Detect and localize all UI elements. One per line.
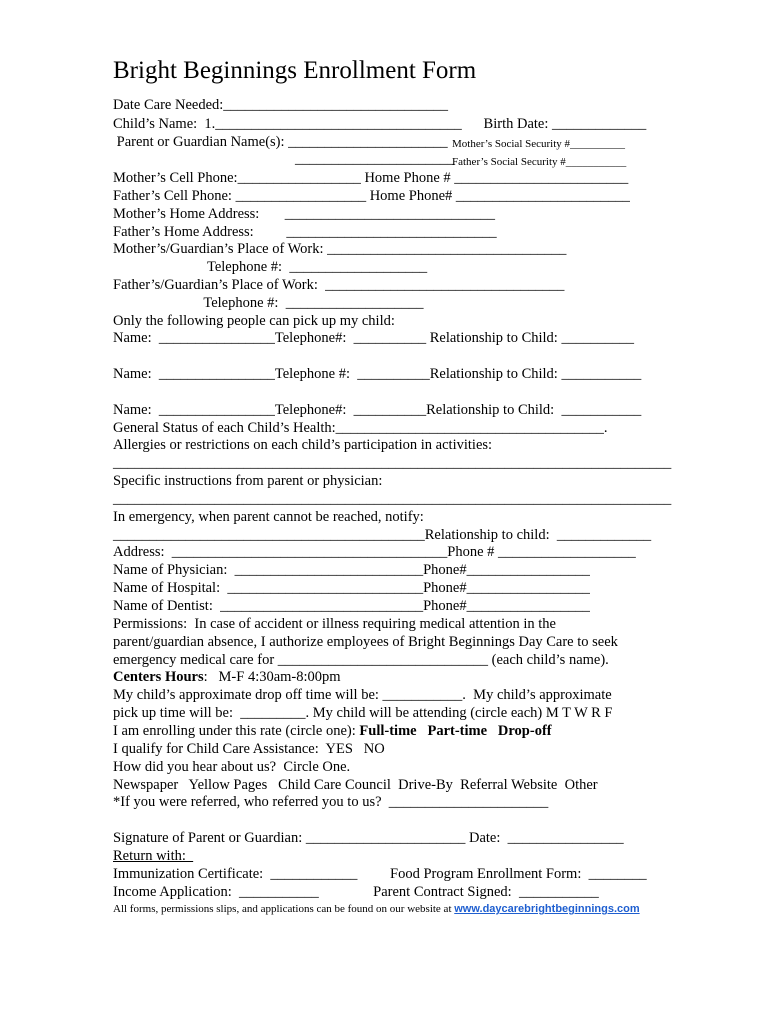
rate-options[interactable]: Full-time Part-time Drop-off <box>359 723 552 739</box>
immunization-field[interactable]: Immunization Certificate: ____________ Food Program Enrollment Form: ________ <box>113 866 647 882</box>
mother-work-field[interactable]: Mother’s/Guardian’s Place of Work: _________________________________ <box>113 241 567 257</box>
health-status-field[interactable]: General Status of each Child’s Health:_____________________________________. <box>113 420 608 436</box>
permissions-line-1: Permissions: In case of accident or illness requiring medical attention in the <box>113 616 556 632</box>
pickup-person-3[interactable]: Name: ________________Telephone#: __________Relationship to Child: ___________ <box>113 402 642 418</box>
emergency-contact-field[interactable]: ___________________________________________Relationship to child: _____________ <box>113 527 652 543</box>
father-cell-field[interactable]: Father’s Cell Phone: __________________ Home Phone# ________________________ <box>113 188 630 204</box>
signature-field[interactable]: Signature of Parent or Guardian: ______________________ Date: ________________ <box>113 830 624 846</box>
father-work-phone-field[interactable]: Telephone #: ___________________ <box>113 295 424 311</box>
instructions-line[interactable]: _____________________________________________________________________________ <box>113 491 672 507</box>
allergies-line[interactable]: _____________________________________________________________________________ <box>113 455 672 471</box>
mother-cell-field[interactable]: Mother’s Cell Phone:_________________ Home Phone # ________________________ <box>113 170 629 186</box>
permissions-line-2: parent/guardian absence, I authorize employees of Bright Beginnings Day Care to seek <box>113 634 618 650</box>
footer-note <box>113 900 640 918</box>
parent-name-line-2[interactable]: ______________________ <box>295 151 455 167</box>
father-work-field[interactable]: Father’s/Guardian’s Place of Work: _________________________________ <box>113 277 565 293</box>
parent-name-field[interactable]: Parent or Guardian Name(s): ______________________ <box>113 134 448 150</box>
centers-hours <box>113 668 341 686</box>
income-field[interactable]: Income Application: ___________ Parent Contract Signed: ___________ <box>113 884 599 900</box>
pickup-time-field[interactable]: pick up time will be: _________. My child will be attending (circle each) M T W R F <box>113 705 613 721</box>
pickup-person-2[interactable]: Name: ________________Telephone #: __________Relationship to Child: ___________ <box>113 366 642 382</box>
mother-ssn-field[interactable]: Mother’s Social Security #__________ <box>452 138 626 150</box>
website-link[interactable]: www.daycarebrightbeginnings.com <box>454 903 640 915</box>
permissions-line-3[interactable]: emergency medical care for _____________________________ (each child’s name). <box>113 652 609 668</box>
emergency-address-field[interactable]: Address: ______________________________________Phone # ___________________ <box>113 544 636 560</box>
rate-selection[interactable] <box>113 722 552 740</box>
form-title: Bright Beginnings Enrollment Form <box>113 57 477 84</box>
pickup-person-1[interactable]: Name: ________________Telephone#: __________ Relationship to Child: __________ <box>113 330 634 346</box>
dropoff-time-field[interactable]: My child’s approximate drop off time will be: ___________. My child’s approximate <box>113 687 612 703</box>
physician-field[interactable]: Name of Physician: __________________________Phone#_________________ <box>113 562 590 578</box>
father-ssn-field[interactable]: Father’s Social Security #___________ <box>452 156 627 168</box>
emergency-label: In emergency, when parent cannot be reached, notify: <box>113 509 424 525</box>
father-address-field[interactable]: Father’s Home Address: _____________________________ <box>113 224 497 240</box>
hear-about-label: How did you hear about us? Circle One. <box>113 759 351 775</box>
centers-hours-value: : M-F 4:30am-8:00pm <box>203 669 341 685</box>
return-with-label: Return with: <box>113 848 194 864</box>
mother-work-phone-field[interactable]: Telephone #: ___________________ <box>113 259 428 275</box>
allergies-label: Allergies or restrictions on each child’s participation in activities: <box>113 437 493 453</box>
hear-about-options[interactable]: Newspaper Yellow Pages Child Care Council Drive-By Referral Website Other <box>113 777 598 793</box>
mother-address-field[interactable]: Mother’s Home Address: _____________________________ <box>113 206 495 222</box>
assistance-field[interactable]: I qualify for Child Care Assistance: YES NO <box>113 741 385 757</box>
dentist-field[interactable]: Name of Dentist: ____________________________Phone#_________________ <box>113 598 590 614</box>
footer-text: All forms, permissions slips, and applications can be found on our website at <box>113 903 455 915</box>
referred-field[interactable]: *If you were referred, who referred you to us? ______________________ <box>113 794 549 810</box>
hospital-field[interactable]: Name of Hospital: ___________________________Phone#_________________ <box>113 580 590 596</box>
date-care-needed[interactable]: Date Care Needed:_______________________________ <box>113 97 449 113</box>
instructions-label: Specific instructions from parent or physician: <box>113 473 383 489</box>
pickup-intro: Only the following people can pick up my child: <box>113 313 395 329</box>
rate-label: I am enrolling under this rate (circle one): <box>113 723 360 739</box>
childs-name-field[interactable]: Child’s Name: 1.__________________________________ Birth Date: _____________ <box>113 116 647 132</box>
centers-hours-label: Centers Hours <box>113 669 204 685</box>
